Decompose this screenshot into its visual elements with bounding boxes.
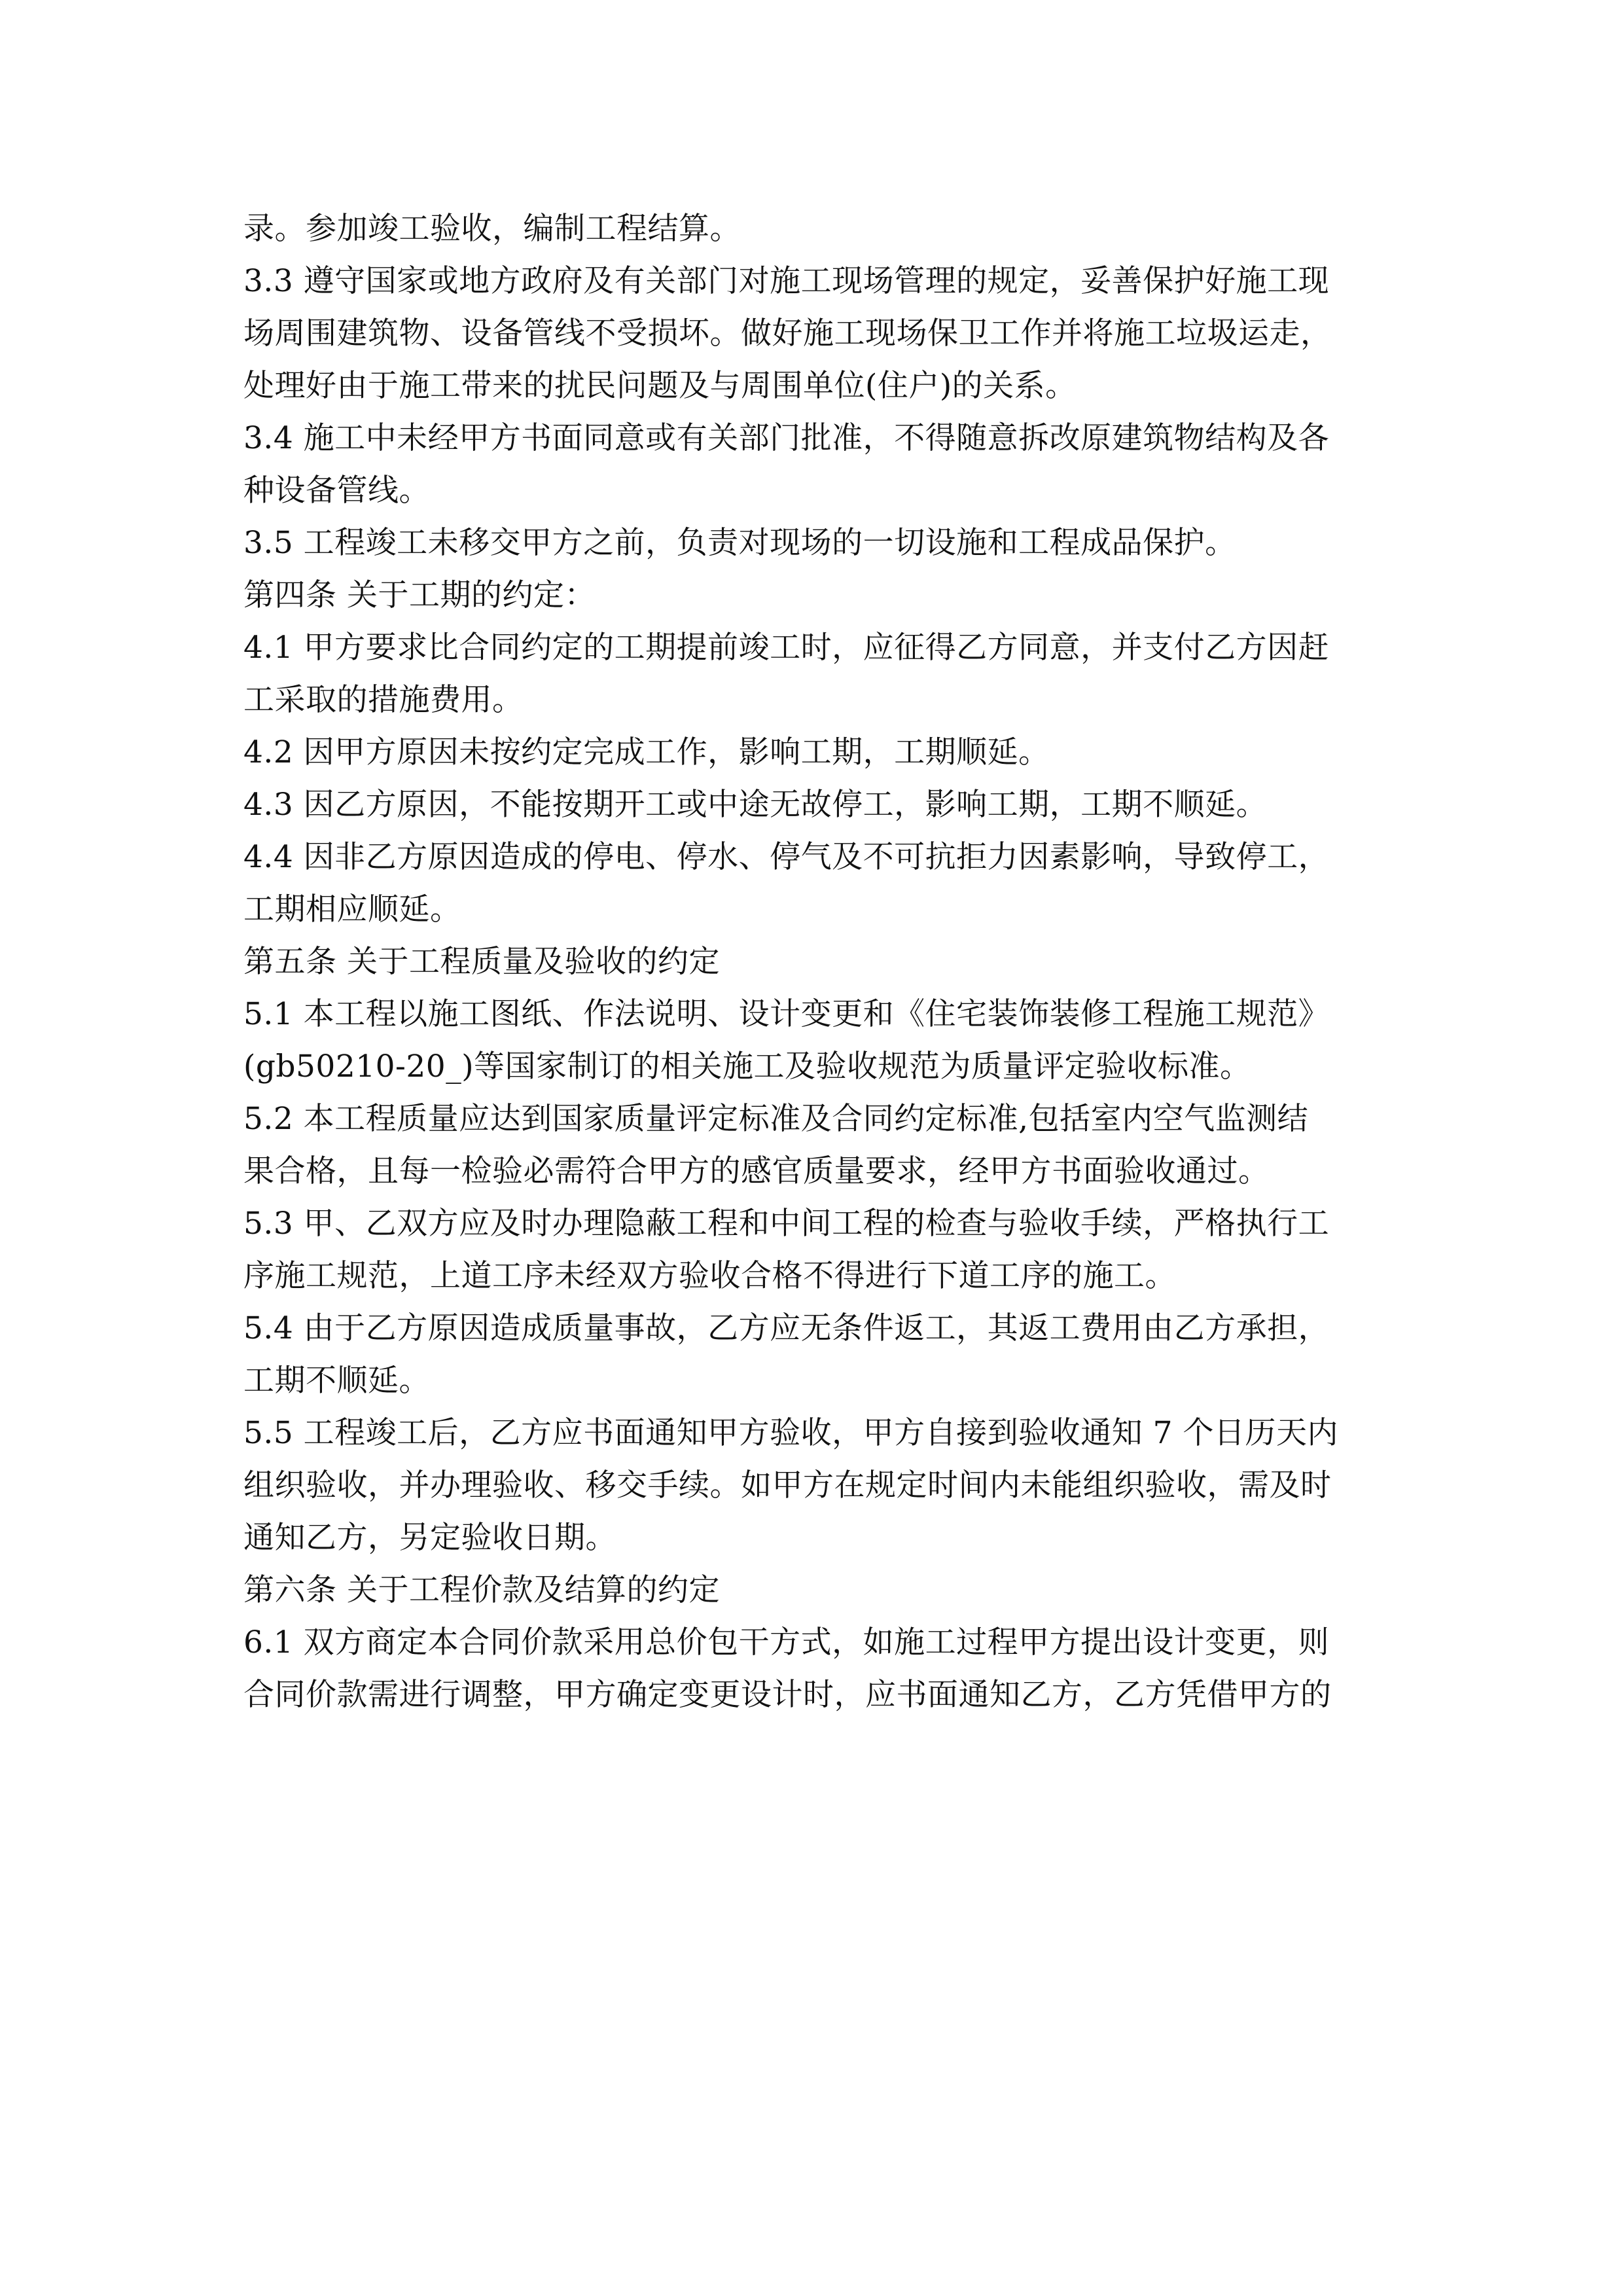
text-line: 6.1 双方商定本合同价款采用总价包干方式，如施工过程甲方提出设计变更，则 — [243, 1624, 1330, 1660]
text-line: 4.3 因乙方原因，不能按期开工或中途无故停工，影响工期，工期不顺延。 — [243, 787, 1268, 823]
text-line: 场周围建筑物、设备管线不受损坏。做好施工现场保卫工作并将施工垃圾运走， — [243, 315, 1332, 351]
text-line: 5.1 本工程以施工图纸、作法说明、设计变更和《住宅装饰装修工程施工规范》 — [243, 996, 1330, 1032]
text-line: 处理好由于施工带来的扰民问题及与周围单位(住户)的关系。 — [243, 368, 1077, 404]
text-line: 4.4 因非乙方原因造成的停电、停水、停气及不可抗拒力因素影响，导致停工， — [243, 839, 1330, 875]
text-line: 5.3 甲、乙双方应及时办理隐蔽工程和中间工程的检查与验收手续，严格执行工 — [243, 1206, 1330, 1242]
text-line: 果合格，且每一检验必需符合甲方的感官质量要求，经甲方书面验收通过。 — [243, 1153, 1270, 1189]
text-line: 5.2 本工程质量应达到国家质量评定标准及合同约定标准,包括室内空气监测结 — [243, 1101, 1309, 1137]
text-line: 合同价款需进行调整，甲方确定变更设计时，应书面通知乙方，乙方凭借甲方的 — [243, 1677, 1332, 1713]
text-line: 4.1 甲方要求比合同约定的工期提前竣工时，应征得乙方同意，并支付乙方因赶 — [243, 630, 1330, 666]
text-line: 3.3 遵守国家或地方政府及有关部门对施工现场管理的规定，妥善保护好施工现 — [243, 263, 1330, 299]
section-heading: 第四条 关于工期的约定： — [243, 577, 596, 613]
text-line: 5.5 工程竣工后，乙方应书面通知甲方验收，甲方自接到验收通知 7 个日历天内 — [243, 1415, 1338, 1451]
text-line: (gb50210-20_)等国家制订的相关施工及验收规范为质量评定验收标准。 — [243, 1049, 1251, 1085]
text-line: 种设备管线。 — [243, 473, 430, 509]
text-line: 4.2 因甲方原因未按约定完成工作，影响工期，工期顺延。 — [243, 734, 1050, 770]
text-line: 录。参加竣工验收，编制工程结算。 — [243, 211, 741, 247]
text-line: 5.4 由于乙方原因造成质量事故，乙方应无条件返工，其返工费用由乙方承担， — [243, 1310, 1330, 1346]
text-line: 工采取的措施费用。 — [243, 682, 524, 718]
text-line: 工期相应顺延。 — [243, 891, 461, 927]
text-line: 通知乙方，另定验收日期。 — [243, 1520, 616, 1556]
text-line: 3.4 施工中未经甲方书面同意或有关部门批准，不得随意拆改原建筑物结构及各 — [243, 420, 1330, 456]
text-line: 3.5 工程竣工未移交甲方之前，负责对现场的一切设施和工程成品保护。 — [243, 525, 1236, 561]
text-line: 组织验收，并办理验收、移交手续。如甲方在规定时间内未能组织验收，需及时 — [243, 1467, 1332, 1503]
section-heading: 第五条 关于工程质量及验收的约定 — [243, 944, 720, 980]
document-body — [243, 203, 1382, 1721]
text-line: 序施工规范，上道工序未经双方验收合格不得进行下道工序的施工。 — [243, 1258, 1176, 1294]
text-line: 工期不顺延。 — [243, 1363, 430, 1399]
section-heading: 第六条 关于工程价款及结算的约定 — [243, 1572, 720, 1608]
